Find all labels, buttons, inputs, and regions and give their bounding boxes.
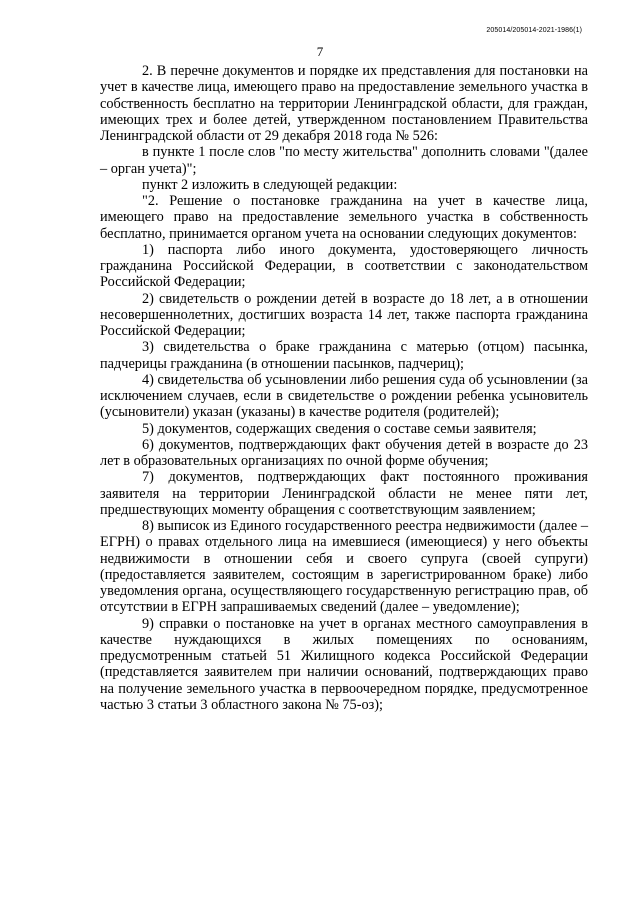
document-body [100, 63, 588, 713]
paragraph: пункт 2 изложить в следующей редакции: [142, 176, 398, 193]
paragraph: 3) свидетельства о браке гражданина с матерью (отцом) пасынка, падчерицы гражданина (в отношении пасынков, падчериц); [100, 339, 588, 372]
document-id: 205014/205014-2021-1986(1) [486, 27, 582, 34]
paragraph: 4) свидетельства об усыновлении либо решения суда об усыновлении (за исключением случаев, если в свидетельстве о рождении ребенка усыновитель (усыновители) указан (указаны) в качестве родителя (родителей); [100, 371, 588, 421]
paragraph: 2. В перечне документов и порядке их представления для постановки на учет в качестве лица, имеющего право на предоставление земельного участка в собственность бесплатно на территории Ленинградской области, для граждан, имеющих трех и более детей, утвержденном постановлением Правительства Ленинградской области от 29 декабря 2018 года № 526: [100, 63, 588, 144]
paragraph: 5) документов, содержащих сведения о составе семьи заявителя; [142, 420, 537, 437]
paragraph: 6) документов, подтверждающих факт обучения детей в возрасте до 23 лет в образовательных организациях по очной форме обучения; [100, 436, 588, 469]
paragraph: "2. Решение о постановке гражданина на учет в качестве лица, имеющего право на предоставление земельного участка в собственность бесплатно, принимается органом учета на основании следующих документов: [100, 193, 588, 242]
paragraph: 2) свидетельств о рождении детей в возрасте до 18 лет, а в отношении несовершеннолетних, достигших возраста 14 лет, также паспорта гражданина Российской Федерации; [100, 290, 588, 339]
paragraph: 7) документов, подтверждающих факт постоянного проживания заявителя на территории Ленинградской области не менее пяти лет, предшествующих моменту обращения с соответствующим заявлением; [100, 469, 588, 518]
paragraph: в пункте 1 после слов "по месту жительства" дополнить словами "(далее – орган учета)"; [100, 144, 588, 177]
page-number: 7 [316, 44, 324, 59]
paragraph: 1) паспорта либо иного документа, удостоверяющего личность гражданина Российской Федерации, в соответствии с законодательством Российской Федерации; [100, 241, 588, 291]
paragraph: 9) справки о постановке на учет в органах местного самоуправления в качестве нуждающихся в жилых помещениях по основаниям, предусмотренным статьей 51 Жилищного кодекса Российской Федерации (представляется заявителем при наличии оснований, подтверждающих право на получение земельного участка в первоочередном порядке, предусмотренное частью 3 статьи 3 областного закона № 75-оз); [100, 615, 588, 713]
paragraph: 8) выписок из Единого государственного реестра недвижимости (далее – ЕГРН) о правах отдельного лица на имевшиеся (имеющиеся) у него объекты недвижимости в отношении себя и своего супруга (своей супруги) (предоставляется заявителем, состоящим в зарегистрированном браке) либо уведомления органа, осуществляющего государственную регистрацию прав, об отсутствии в ЕГРН запрашиваемых сведений (далее – уведомление); [100, 518, 588, 616]
